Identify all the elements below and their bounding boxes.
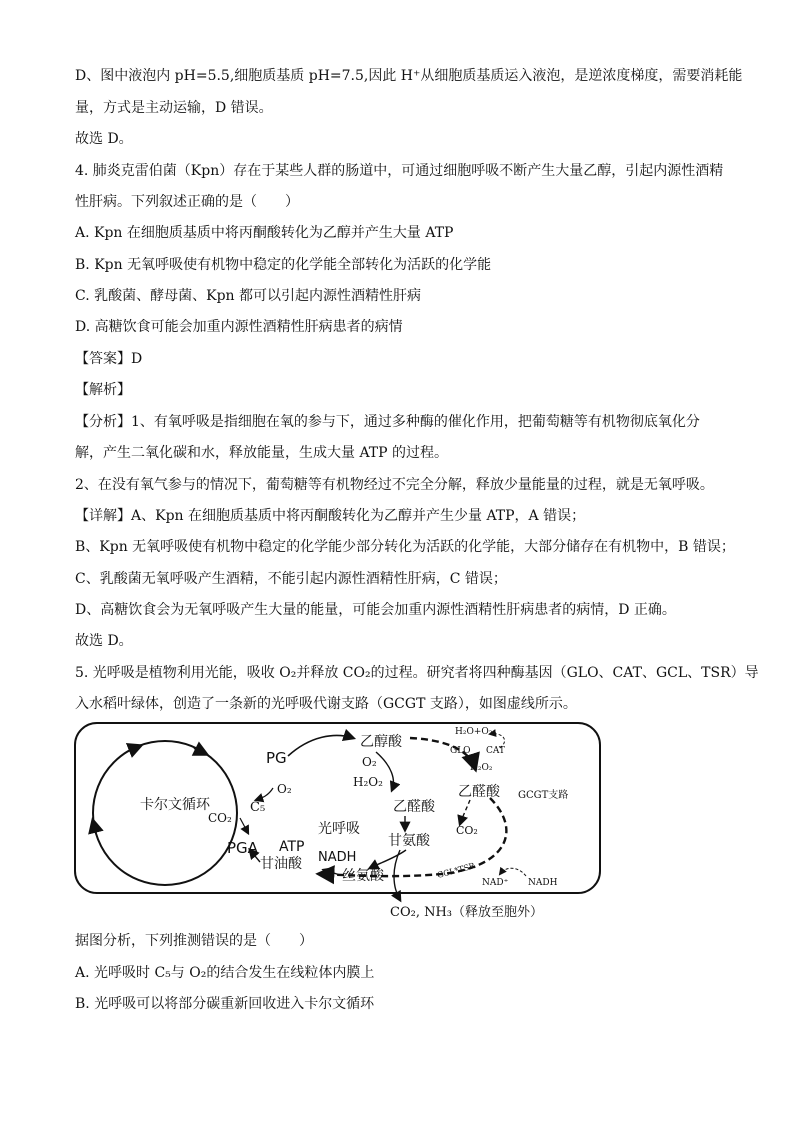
- co2-right-label: CO₂: [456, 824, 478, 837]
- detail-line: B、Kpn 无氧呼吸使有机物中稳定的化学能少部分转化为活跃的化学能，大部分储存在有机物中，B 错误；: [75, 539, 735, 555]
- photorespiration-label: 光呼吸: [318, 821, 360, 837]
- option-b: B. 光呼吸可以将部分碳重新回收进入卡尔文循环: [75, 996, 375, 1012]
- answer-line: [75, 350, 142, 368]
- option-a: A. Kpn 在细胞质基质中将丙酮酸转化为乙醇并产生大量 ATP: [75, 225, 454, 241]
- atp-label: ATP: [279, 839, 305, 855]
- question-5-stem: 入水稻叶绿体，创造了一条新的光呼吸代谢支路（GCGT 支路），如图虚线所示。: [75, 696, 577, 712]
- pg-label: PG: [266, 749, 287, 767]
- nadh-left-label: NADH: [318, 850, 357, 865]
- h2o2-left-label: H₂O₂: [353, 775, 383, 789]
- answer-tag: 【答案】: [75, 351, 131, 367]
- glycerate-label: 甘油酸: [260, 856, 302, 872]
- option-c: C. 乳酸菌、酵母菌、Kpn 都可以引起内源性酒精性肝病: [75, 288, 421, 304]
- pga-label: PGA: [227, 839, 258, 857]
- cat-label: CAT: [486, 746, 505, 756]
- detail-line: 【详解】A、Kpn 在细胞质基质中将丙酮酸转化为乙醇并产生少量 ATP，A 错误；: [75, 508, 586, 524]
- pg-to-glycolate-arrow: [288, 735, 353, 756]
- question-4-stem: 4. 肺炎克雷伯菌（Kpn）存在于某些人群的肠道中，可通过细胞呼吸不断产生大量乙醇，引起内源性酒精: [75, 163, 724, 179]
- option-d: D. 高糖饮食可能会加重内源性酒精性肝病患者的病情: [75, 319, 403, 335]
- glyoxylate-mid-label: 乙醛酸: [393, 799, 435, 815]
- nad-label: NAD⁺: [482, 878, 509, 888]
- nadh-right-label: NADH: [528, 878, 558, 888]
- h2o-o2-label: H₂O+O₂: [455, 727, 493, 737]
- release-label: CO₂, NH₃（释放至胞外）: [390, 905, 544, 920]
- question-4-stem: 性肝病。下列叙述正确的是（ ）: [75, 194, 299, 210]
- detail-line: 故选 D。: [75, 633, 133, 649]
- glo-label: GLO: [450, 746, 471, 756]
- question-5-prompt: 据图分析，下列推测错误的是（ ）: [75, 933, 313, 949]
- photorespiration-diagram: [70, 718, 610, 924]
- c5-label: C₅: [250, 800, 266, 815]
- text-line: 故选 D。: [75, 131, 133, 147]
- detail-line: D、高糖饮食会为无氧呼吸产生大量的能量，可能会加重内源性酒精性肝病患者的病情，D 正确。: [75, 602, 676, 618]
- h2o2-right-label: H₂O₂: [470, 763, 493, 773]
- option-a: A. 光呼吸时 C₅与 O₂的结合发生在线粒体内膜上: [75, 965, 375, 981]
- o2-label: O₂: [277, 782, 292, 796]
- analysis-line: 2、在没有氧气参与的情况下，葡萄糖等有机物经过不完全分解，释放少量能量的过程，就是无氧呼吸。: [75, 477, 714, 493]
- serine-label: 丝氨酸: [342, 868, 384, 884]
- gcl-tsr-label: GCL*TSR: [436, 861, 476, 880]
- text-line: D、图中液泡内 pH=5.5,细胞质基质 pH=7.5,因此 H⁺从细胞质基质运入液泡，是逆浓度梯度，需要消耗能: [75, 68, 743, 84]
- glycolate-label: 乙醇酸: [360, 734, 402, 750]
- analysis-line: 解，产生二氧化碳和水，释放能量，生成大量 ATP 的过程。: [75, 445, 449, 461]
- answer-value: D: [131, 351, 143, 367]
- glycine-label: 甘氨酸: [388, 833, 430, 849]
- calvin-label: 卡尔文循环: [140, 797, 210, 813]
- option-b: B. Kpn 无氧呼吸使有机物中稳定的化学能全部转化为活跃的化学能: [75, 257, 492, 273]
- gcgt-label: GCGT支路: [518, 790, 569, 801]
- analysis-line: 【分析】1、有氧呼吸是指细胞在氧的参与下，通过多种酶的催化作用，把葡萄糖等有机物彻底氧化分: [75, 414, 700, 430]
- question-5-stem: 5. 光呼吸是植物利用光能，吸收 O₂并释放 CO₂的过程。研究者将四种酶基因（GLO、CAT、GCL、TSR）导: [75, 665, 759, 681]
- analysis-tag: 【解析】: [75, 382, 131, 398]
- text-line: 量，方式是主动运输，D 错误。: [75, 100, 273, 116]
- o2-b-label: O₂: [362, 755, 377, 769]
- glyoxylate-right-label: 乙醛酸: [458, 784, 500, 800]
- detail-line: C、乳酸菌无氧呼吸产生酒精，不能引起内源性酒精性肝病，C 错误；: [75, 571, 507, 587]
- co2-left-label: CO₂: [208, 811, 232, 825]
